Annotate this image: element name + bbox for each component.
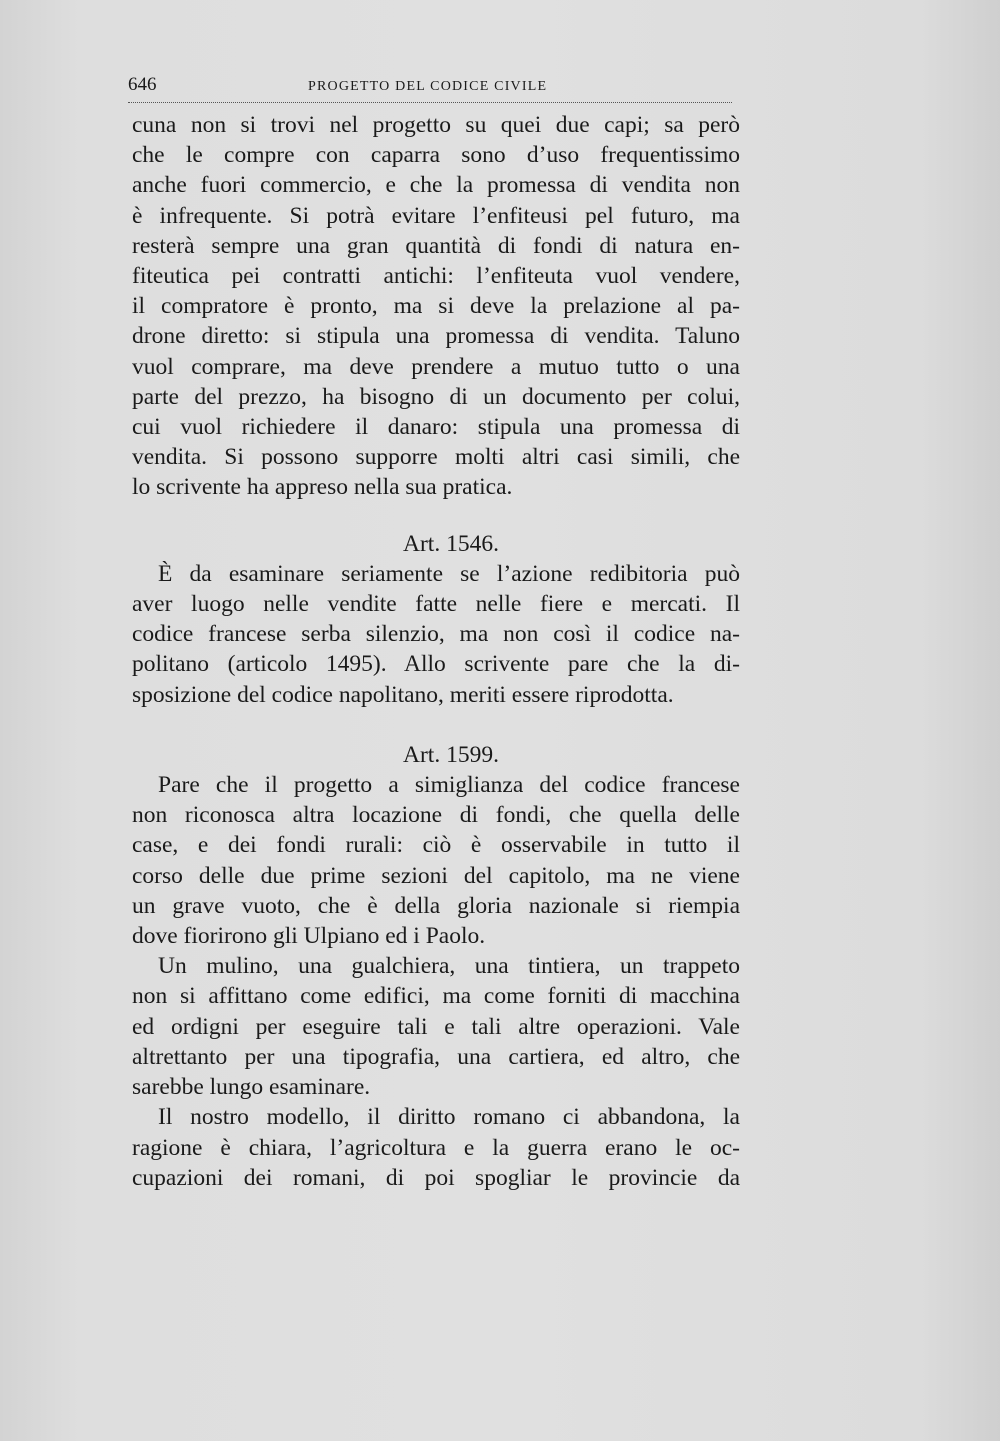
text-line: drone diretto: si stipula una promessa di vendita. Taluno: [132, 323, 740, 350]
text-line: Pare che il progetto a simiglianza del codice francese: [158, 772, 740, 799]
text-line: ragione è chiara, l’agricoltura e la guerra erano le oc-: [132, 1134, 740, 1161]
text-line: vuol comprare, ma deve prendere a mutuo tutto o una: [132, 353, 740, 380]
page-number: 646: [128, 74, 157, 95]
text-line: non si affittano come edifici, ma come forniti di macchina: [132, 983, 740, 1010]
page-body: [132, 110, 740, 1193]
text-line: cupazioni dei romani, di poi spogliar le provincie da: [132, 1164, 740, 1191]
text-line: che le compre con caparra sono d’uso frequentissimo: [132, 142, 740, 169]
text-line: altrettanto per una tipografia, una cartiera, ed altro, che: [132, 1043, 740, 1070]
text-line: parte del prezzo, ha bisogno di un documento per colui,: [132, 383, 740, 410]
text-line: resterà sempre una gran quantità di fondi di natura en-: [132, 232, 740, 259]
paragraph: [132, 770, 740, 951]
text-line: È da esaminare seriamente se l’azione redibitoria può: [158, 560, 740, 587]
text-line: Un mulino, una gualchiera, una tintiera, un trappeto: [158, 953, 740, 980]
text-line: sposizione del codice napolitano, meriti essere riprodotta.: [132, 681, 674, 708]
text-line: corso delle due prime sezioni del capitolo, ma ne viene: [132, 862, 740, 889]
text-line: è infrequente. Si potrà evitare l’enfiteusi pel futuro, ma: [132, 202, 740, 229]
text-line: sarebbe lungo esaminare.: [132, 1074, 371, 1101]
paragraph: [132, 559, 740, 710]
text-line: non riconosca altra locazione di fondi, che quella delle: [132, 802, 740, 829]
paragraph: [132, 1102, 740, 1193]
paragraph: [132, 951, 740, 1102]
text-line: anche fuori commercio, e che la promessa di vendita non: [132, 172, 740, 199]
text-line: fiteutica pei contratti antichi: l’enfiteuta vuol vendere,: [132, 263, 740, 290]
text-line: ed ordigni per eseguire tali e tali altre operazioni. Vale: [132, 1013, 740, 1040]
text-line: il compratore è pronto, ma si deve la prelazione al pa-: [132, 293, 740, 320]
text-line: un grave vuoto, che è della gloria nazionale si riempia: [132, 892, 740, 919]
text-line: vendita. Si possono supporre molti altri casi simili, che: [132, 444, 740, 471]
running-title: PROGETTO DEL CODICE CIVILE: [308, 79, 548, 94]
text-line: aver luogo nelle vendite fatte nelle fiere e mercati. Il: [132, 591, 740, 618]
text-line: cui vuol richiedere il danaro: stipula una promessa di: [132, 414, 740, 441]
article-heading: Art. 1599.: [403, 741, 499, 768]
paragraph: [132, 110, 740, 503]
article-heading: Art. 1546.: [403, 530, 499, 557]
text-line: dove fiorirono gli Ulpiano ed i Paolo.: [132, 923, 486, 950]
page-header: [128, 74, 732, 103]
text-line: lo scrivente ha appreso nella sua pratica.: [132, 474, 513, 501]
text-line: codice francese serba silenzio, ma non così il codice na-: [132, 621, 740, 648]
text-line: cuna non si trovi nel progetto su quei due capi; sa però: [132, 112, 740, 138]
text-line: Il nostro modello, il diritto romano ci abbandona, la: [158, 1104, 740, 1131]
text-line: case, e dei fondi rurali: ciò è osservabile in tutto il: [132, 832, 740, 859]
text-line: politano (articolo 1495). Allo scrivente pare che la di-: [132, 651, 740, 678]
